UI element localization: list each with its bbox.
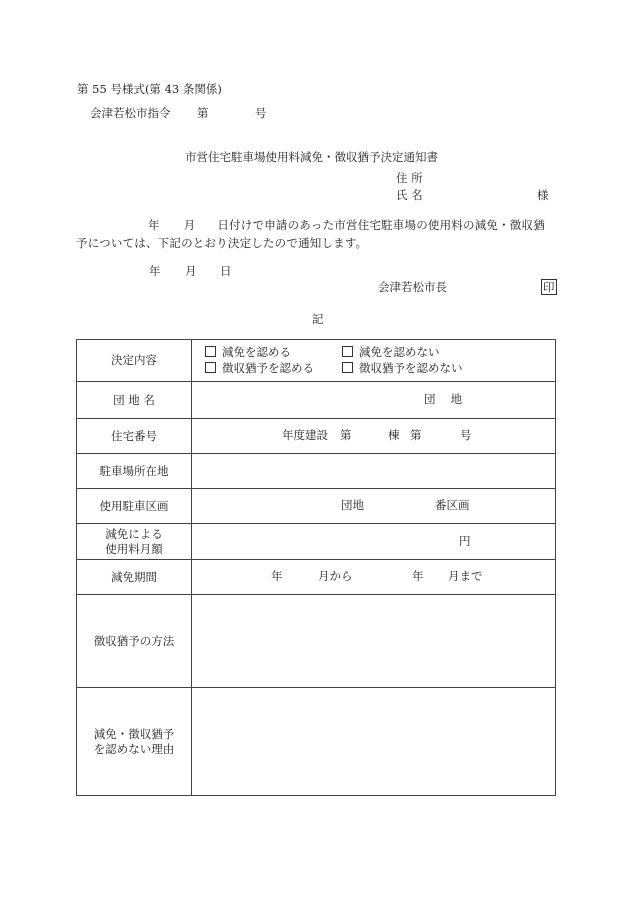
row-decision — [77, 340, 556, 382]
option-deny-deferment[interactable]: 徴収猶予を認めない — [342, 362, 463, 376]
seal-mark: 印 — [543, 280, 555, 294]
honorific: 様 — [537, 188, 549, 202]
parking-zone-field[interactable] — [192, 489, 556, 524]
period-field[interactable] — [192, 560, 556, 595]
house-dai-1: 第 — [340, 428, 352, 442]
number-prefix: 第 — [197, 106, 209, 120]
issuer-label: 会津若松市指令 — [90, 106, 171, 120]
period-to-month: 月まで — [448, 569, 483, 583]
ki-heading: 記 — [312, 312, 324, 326]
body-year: 年 — [148, 218, 160, 232]
checkbox-icon[interactable] — [342, 346, 353, 357]
document-title: 市営住宅駐車場使用料減免・徴収猶予決定通知書 — [185, 150, 438, 164]
decision-label: 決定内容 — [77, 340, 192, 382]
reduced-fee-label: 減免による 使用料月額 — [77, 524, 192, 560]
danchi-field[interactable] — [192, 382, 556, 419]
address-label: 住 所 — [396, 171, 423, 185]
parking-location-field[interactable] — [192, 454, 556, 489]
form-number: 第 55 号様式(第 43 条関係) — [77, 82, 222, 96]
row-parking-location — [77, 454, 556, 489]
period-to-year: 年 — [412, 569, 424, 583]
option-approve-reduction[interactable]: 減免を認める — [205, 346, 291, 360]
period-from-month: 月から — [318, 569, 353, 583]
row-house-number — [77, 419, 556, 454]
house-built: 年度建設 — [282, 428, 328, 442]
decision-options — [192, 340, 556, 382]
parking-location-label: 駐車場所在地 — [77, 454, 192, 489]
option-deny-reduction[interactable]: 減免を認めない — [342, 346, 440, 360]
yen-unit: 円 — [459, 534, 471, 548]
period-label: 減免期間 — [77, 560, 192, 595]
danchi-suffix: 団 地 — [424, 392, 463, 406]
house-dai-2: 第 — [410, 428, 422, 442]
name-label: 氏 名 — [396, 188, 423, 202]
row-refusal-reason — [77, 688, 556, 796]
house-number-field[interactable] — [192, 419, 556, 454]
mayor-title: 会津若松市長 — [378, 280, 447, 294]
row-danchi — [77, 382, 556, 419]
deferment-method-label: 徴収猶予の方法 — [77, 595, 192, 688]
row-deferment-method — [77, 595, 556, 688]
zone-danchi: 団地 — [341, 498, 364, 512]
date-month: 月 — [185, 264, 197, 278]
period-from-year: 年 — [271, 569, 283, 583]
house-tou: 棟 — [388, 428, 400, 442]
body-text: 日付けで申請のあった市営住宅駐車場の使用料の減免・徴収猶予については、下記のとおり決定したので通知します。 — [76, 218, 545, 250]
house-number-label: 住宅番号 — [77, 419, 192, 454]
row-period — [77, 560, 556, 595]
house-go: 号 — [460, 428, 472, 442]
refusal-reason-label: 減免・徴収猶予 を認めない理由 — [77, 688, 192, 796]
zone-bango: 番区画 — [435, 498, 470, 512]
reduced-fee-field[interactable] — [192, 524, 556, 560]
deferment-method-field[interactable] — [192, 595, 556, 688]
decision-table — [76, 339, 556, 796]
row-reduced-fee — [77, 524, 556, 560]
checkbox-icon[interactable] — [205, 362, 216, 373]
danchi-label: 団 地 名 — [77, 382, 192, 419]
number-suffix: 号 — [255, 106, 267, 120]
option-approve-deferment[interactable]: 徴収猶予を認める — [205, 362, 314, 376]
parking-zone-label: 使用駐車区画 — [77, 489, 192, 524]
body-month: 月 — [183, 218, 196, 232]
date-year: 年 — [149, 264, 161, 278]
date-day: 日 — [220, 264, 232, 278]
row-parking-zone — [77, 489, 556, 524]
refusal-reason-field[interactable] — [192, 688, 556, 796]
checkbox-icon[interactable] — [342, 362, 353, 373]
checkbox-icon[interactable] — [205, 346, 216, 357]
body-paragraph — [76, 216, 556, 252]
